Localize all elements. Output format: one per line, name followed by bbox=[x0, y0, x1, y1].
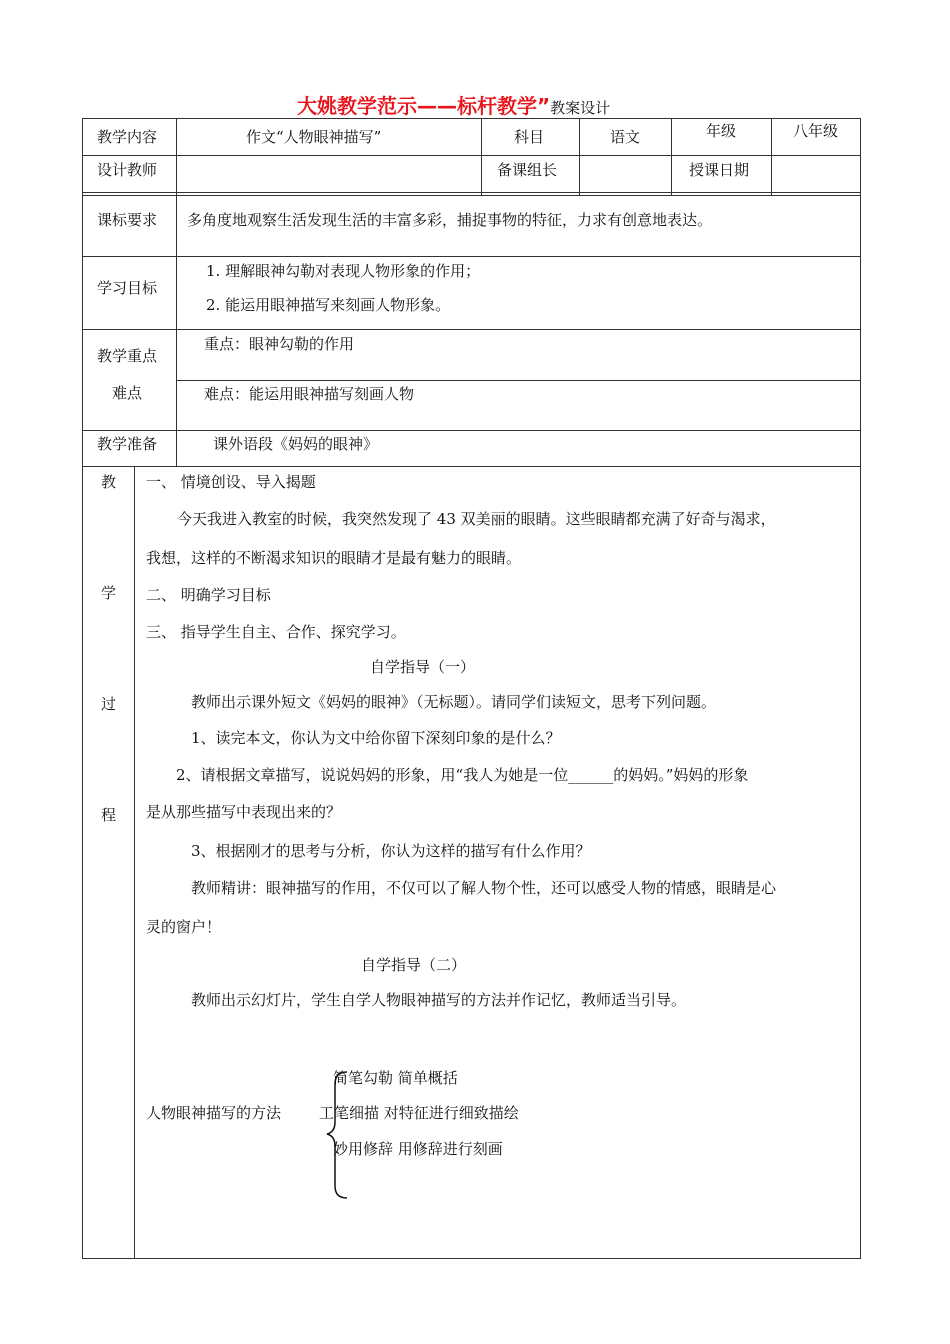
table-border-top bbox=[82, 118, 861, 119]
method-item: 妙用修辞 用修辞进行刻画 bbox=[333, 1140, 503, 1158]
row-divider bbox=[82, 155, 861, 156]
question-line: 是从那些描写中表现出来的？ bbox=[146, 803, 342, 821]
teacher-label: 设计教师 bbox=[97, 161, 158, 179]
method-item: 工笔细描 对特征进行细致描绘 bbox=[319, 1104, 519, 1122]
subject-value: 语文 bbox=[610, 128, 641, 146]
grade-label: 年级 bbox=[706, 122, 737, 140]
paragraph-line: 我想，这样的不断渴求知识的眼睛才是最有魅力的眼睛。 bbox=[146, 549, 522, 567]
row-divider bbox=[82, 466, 861, 467]
process-label-char: 程 bbox=[101, 806, 117, 824]
page-title bbox=[297, 96, 610, 116]
section-heading: 三、 指导学生自主、合作、探究学习。 bbox=[146, 623, 406, 641]
subject-label: 科目 bbox=[514, 128, 545, 146]
goal-item: 2. 能运用眼神描写来刻画人物形象。 bbox=[206, 296, 451, 314]
methods-label: 人物眼神描写的方法 bbox=[146, 1104, 282, 1122]
grade-value: 八年级 bbox=[793, 122, 839, 140]
process-label-char: 教 bbox=[101, 473, 117, 491]
goal-item: 1. 理解眼神勾勒对表现人物形象的作用； bbox=[206, 262, 481, 280]
title-suffix: 教案设计 bbox=[550, 99, 611, 117]
title-red: 大姚教学范示——标杆教学” bbox=[297, 94, 551, 118]
difficulty-label: 难点 bbox=[112, 384, 143, 402]
paragraph-line: 教师精讲：眼神描写的作用，不仅可以了解人物个性，还可以感受人物的情感，眼睛是心 bbox=[191, 879, 777, 897]
row-divider bbox=[82, 195, 861, 196]
key-point-text: 重点：眼神勾勒的作用 bbox=[204, 335, 355, 353]
row-divider bbox=[82, 430, 861, 431]
difficulty-text: 难点：能运用眼神描写刻画人物 bbox=[204, 385, 415, 403]
group-leader-label: 备课组长 bbox=[497, 161, 558, 179]
guide-heading: 自学指导（二） bbox=[361, 956, 467, 974]
table-border-right bbox=[860, 118, 861, 1258]
method-item: 简笔勾勒 简单概括 bbox=[333, 1069, 458, 1087]
preparation-text: 课外语段《妈妈的眼神》 bbox=[213, 435, 379, 453]
standards-text: 多角度地观察生活发现生活的丰富多彩，捕捉事物的特征，力求有创意地表达。 bbox=[187, 211, 713, 229]
row-divider bbox=[82, 329, 861, 330]
row-divider bbox=[82, 256, 861, 257]
content-label: 教学内容 bbox=[97, 128, 158, 146]
col-divider bbox=[579, 118, 580, 195]
guide-heading: 自学指导（一） bbox=[370, 658, 476, 676]
paragraph-line: 今天我进入教室的时候，我突然发现了 43 双美丽的眼睛。这些眼睛都充满了好奇与渴求， bbox=[177, 510, 776, 528]
table-border-bottom bbox=[82, 1258, 861, 1259]
question-line: 1、读完本文，你认为文中给你留下深刻印象的是什么？ bbox=[191, 729, 561, 747]
brace-icon bbox=[325, 1070, 355, 1200]
paragraph-line: 教师出示课外短文《妈妈的眼神》（无标题）。请同学们读短文，思考下列问题。 bbox=[191, 693, 717, 711]
key-points-label: 教学重点 bbox=[97, 347, 158, 365]
row-divider bbox=[82, 192, 861, 193]
row-divider bbox=[176, 380, 861, 381]
question-line: 3、根据刚才的思考与分析，你认为这样的描写有什么作用？ bbox=[191, 842, 591, 860]
question-line: 2、请根据文章描写，说说妈妈的形象，用“我人为她是一位______的妈妈。”妈妈的形象 bbox=[176, 766, 749, 784]
date-label: 授课日期 bbox=[689, 161, 750, 179]
table-border-left bbox=[82, 118, 83, 1258]
col-divider bbox=[481, 118, 482, 195]
process-label-char: 学 bbox=[101, 584, 117, 602]
content-value: 作文“人物眼神描写” bbox=[246, 128, 382, 146]
col-divider bbox=[134, 466, 135, 1258]
preparation-label: 教学准备 bbox=[97, 435, 158, 453]
col-divider bbox=[176, 118, 177, 466]
paragraph-line: 灵的窗户！ bbox=[146, 918, 222, 936]
section-heading: 二、 明确学习目标 bbox=[146, 586, 271, 604]
standards-label: 课标要求 bbox=[97, 211, 158, 229]
section-heading: 一、 情境创设、导入揭题 bbox=[146, 473, 316, 491]
col-divider bbox=[771, 118, 772, 195]
process-label-char: 过 bbox=[101, 695, 117, 713]
paragraph-line: 教师出示幻灯片，学生自学人物眼神描写的方法并作记忆，教师适当引导。 bbox=[191, 991, 687, 1009]
goals-label: 学习目标 bbox=[97, 279, 158, 297]
col-divider bbox=[671, 118, 672, 195]
